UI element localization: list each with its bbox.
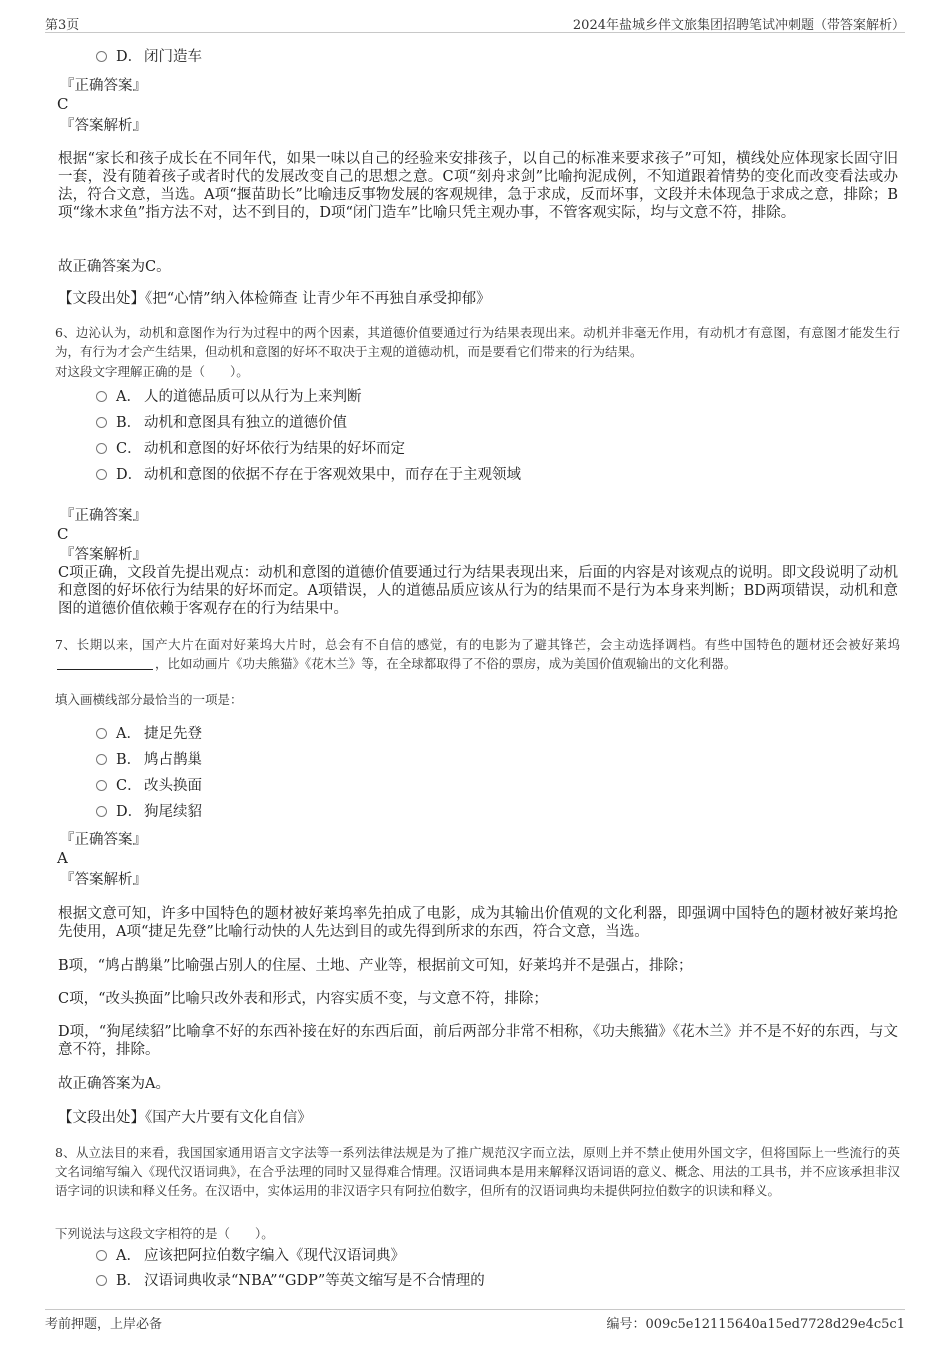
answer-label: 『正确答案』 bbox=[60, 78, 147, 94]
source-citation: 【文段出处】《把“心情”纳入体检筛查 让青少年不再独自承受抑郁》 bbox=[58, 291, 491, 307]
answer-value: C bbox=[57, 95, 69, 113]
analysis-paragraph: D项，“狗尾续貂”比喻拿不好的东西补接在好的东西后面，前后两部分非常不相称，《功夫熊猫》《花木兰》并不是不好的东西，与文意不符，排除。 bbox=[58, 1024, 898, 1058]
answer-value: C bbox=[57, 525, 69, 543]
radio-icon[interactable] bbox=[96, 754, 107, 765]
radio-icon[interactable] bbox=[96, 391, 107, 402]
analysis-paragraph: C项正确，文段首先提出观点：动机和意图的道德价值要通过行为结果表现出来，后面的内容是对该观点的说明。即文段说明了动机和意图的好坏依行为结果的好坏而定。A项错误，人的道德品质应该从行为的结果而不是行为本身来判断；BD两项错误，动机和意图的道德价值依赖于客观存在的行为结果中。 bbox=[58, 565, 898, 617]
q7-option-b[interactable]: B． 鸠占鹊巢 bbox=[96, 751, 202, 769]
radio-icon[interactable] bbox=[96, 1250, 107, 1261]
radio-icon[interactable] bbox=[96, 728, 107, 739]
header-divider bbox=[45, 32, 905, 33]
analysis-paragraph: B项，“鸠占鹊巢”比喻强占别人的住屋、土地、产业等，根据前文可知，好莱坞并不是强占，排除； bbox=[58, 958, 693, 974]
radio-icon[interactable] bbox=[96, 417, 107, 428]
footer-slogan: 考前押题，上岸必备 bbox=[45, 1317, 163, 1332]
page-number: 第3页 bbox=[45, 18, 80, 33]
document-title: 2024年盐城乡伴文旅集团招聘笔试冲刺题（带答案解析） bbox=[572, 18, 905, 33]
q6-option-b[interactable]: B． 动机和意图具有独立的道德价值 bbox=[96, 414, 347, 432]
q8-prompt: 下列说法与这段文字相符的是（ ）。 bbox=[55, 1226, 274, 1241]
q6-option-a[interactable]: A． 人的道德品质可以从行为上来判断 bbox=[96, 388, 362, 406]
q6-stem: 6、边沁认为，动机和意图作为行为过程中的两个因素，其道德价值要通过行为结果表现出来。动机并非毫无作用，有动机才有意图，有意图才能发生行为，有行为才会产生结果，但动机和意图的好坏不取决于主观的道德动机，而是要看它们带来的行为结果。 bbox=[55, 325, 900, 359]
q7-prompt: 填入画横线部分最恰当的一项是： bbox=[55, 692, 243, 707]
radio-icon[interactable] bbox=[96, 1275, 107, 1286]
q8-option-a[interactable]: A． 应该把阿拉伯数字编入《现代汉语词典》 bbox=[96, 1247, 405, 1265]
analysis-label: 『答案解析』 bbox=[60, 872, 147, 888]
q7-option-d[interactable]: D． 狗尾续貂 bbox=[96, 803, 202, 821]
analysis-label: 『答案解析』 bbox=[60, 118, 147, 134]
radio-icon[interactable] bbox=[96, 806, 107, 817]
analysis-label: 『答案解析』 bbox=[60, 547, 147, 563]
radio-icon[interactable] bbox=[96, 443, 107, 454]
analysis-conclusion: 故正确答案为A。 bbox=[58, 1076, 170, 1092]
q6-option-c[interactable]: C． 动机和意图的好坏依行为结果的好坏而定 bbox=[96, 440, 405, 458]
source-citation: 【文段出处】《国产大片要有文化自信》 bbox=[58, 1110, 312, 1126]
fill-blank-line bbox=[57, 669, 153, 670]
footer-divider bbox=[45, 1309, 905, 1310]
q7-option-a[interactable]: A． 捷足先登 bbox=[96, 725, 202, 743]
analysis-paragraph: 根据“家长和孩子成长在不同年代，如果一味以自己的经验来安排孩子，以自己的标准来要求孩子”可知，横线处应体现家长固守旧一套，没有随着孩子或者时代的发展改变自己的思想之意。C项“刻舟求剑”比喻拘泥成例，不知道跟着情势的变化而改变看法或办法，符合文意，当选。A项“揠苗助长”比喻违反事物发展的客观规律，急于求成，反而坏事，文段并未体现急于求成之意，排除；B项“缘木求鱼”指方法不对，达不到目的，D项“闭门造车”比喻只凭主观办事，不管客观实际，均与文意不符，排除。 bbox=[58, 151, 898, 221]
footer-doc-id: 编号：009c5e12115640a15ed7728d29e4c5c1 bbox=[606, 1317, 905, 1332]
answer-label: 『正确答案』 bbox=[60, 508, 147, 524]
q8-stem: 8、从立法目的来看，我国国家通用语言文字法等一系列法律法规是为了推广规范汉字而立法，原则上并不禁止使用外国文字，但将国际上一些流行的英文名词缩写编入《现代汉语词典》，在合乎法理的同时又显得难合情理。汉语词典本是用来解释汉语词语的意义、概念、用法的工具书，并不应该承担非汉语字词的识读和释义任务。在汉语中，实体运用的非汉语字只有阿拉伯数字，但所有的汉语词典均未提供阿拉伯数字的识读和释义。 bbox=[55, 1145, 900, 1198]
q6-prompt: 对这段文字理解正确的是（ ）。 bbox=[55, 364, 249, 379]
answer-value: A bbox=[57, 849, 68, 867]
q7-stem: 7、长期以来，国产大片在面对好莱坞大片时，总会有不自信的感觉，有的电影为了避其锋芒，会主动选择调档。有些中国特色的题材还会被好莱坞，比如动画片《功夫熊猫》《花木兰》等，在全球都取得了不俗的票房，成为美国价值观输出的文化利器。 bbox=[55, 637, 900, 671]
radio-icon[interactable] bbox=[96, 51, 107, 62]
q7-option-c[interactable]: C． 改头换面 bbox=[96, 777, 202, 795]
analysis-conclusion: 故正确答案为C。 bbox=[58, 259, 171, 275]
answer-label: 『正确答案』 bbox=[60, 832, 147, 848]
q5-option-d[interactable]: D． 闭门造车 bbox=[96, 48, 202, 66]
radio-icon[interactable] bbox=[96, 469, 107, 480]
analysis-paragraph: 根据文意可知，许多中国特色的题材被好莱坞率先拍成了电影，成为其输出价值观的文化利器，即强调中国特色的题材被好莱坞抢先使用，A项“捷足先登”比喻行动快的人先达到目的或先得到所求的东西，符合文意，当选。 bbox=[58, 906, 898, 940]
radio-icon[interactable] bbox=[96, 780, 107, 791]
q6-option-d[interactable]: D． 动机和意图的依据不存在于客观效果中，而存在于主观领域 bbox=[96, 466, 521, 484]
q8-option-b[interactable]: B． 汉语词典收录“NBA”“GDP”等英文缩写是不合情理的 bbox=[96, 1272, 485, 1290]
analysis-paragraph: C项，“改头换面”比喻只改外表和形式，内容实质不变，与文意不符，排除； bbox=[58, 991, 548, 1007]
